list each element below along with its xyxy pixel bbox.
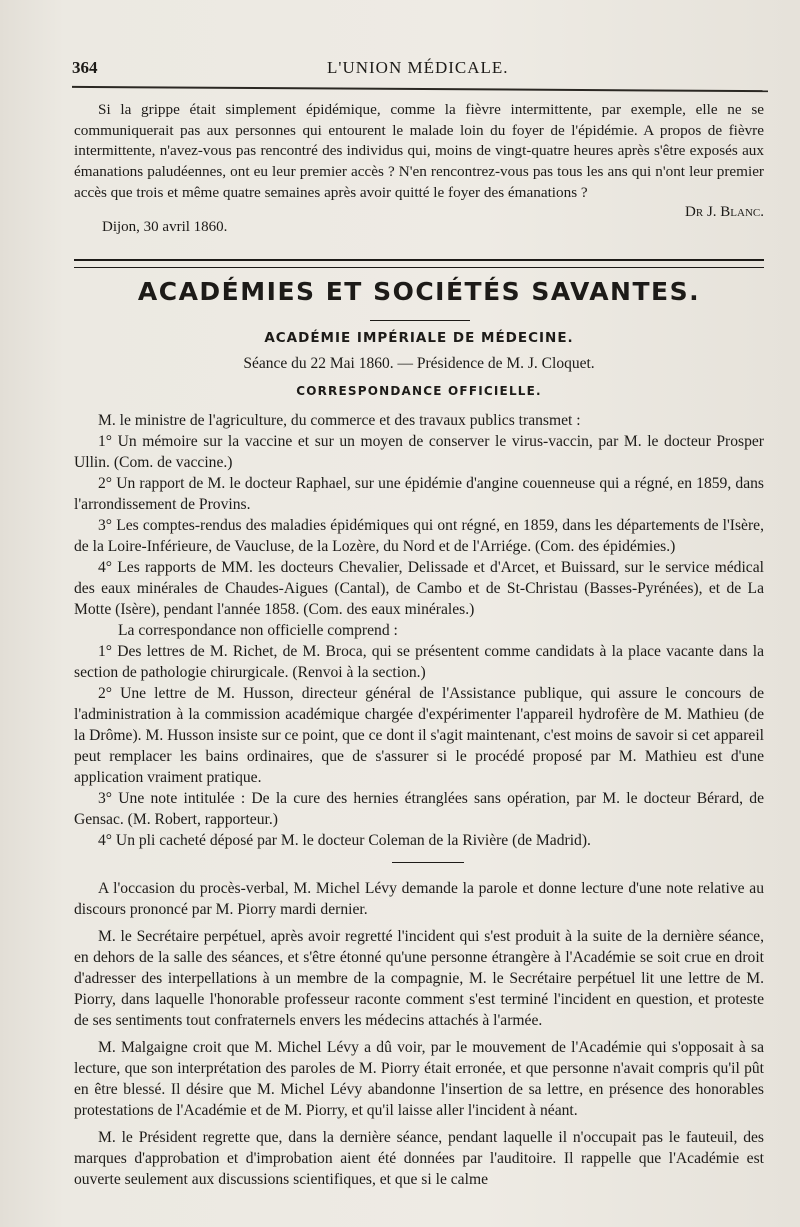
minutes-paragraph: M. le Président regrette que, dans la dernière séance, pendant laquelle il n'occupait pas le fauteuil, des marques d'approbation et d'improbation aient été données par l'auditoire. Il rappelle que l'Académie est ouverte seulement aux discussions scientifiques, et que si le calme	[74, 1129, 764, 1188]
official-intro: M. le ministre de l'agriculture, du commerce et des travaux publics transmet :	[98, 412, 581, 429]
academy-heading: ACADÉMIE IMPÉRIALE DE MÉDECINE.	[264, 330, 574, 346]
unofficial-intro: La correspondance non officielle comprend :	[118, 622, 398, 639]
unofficial-item: 3° Une note intitulée : De la cure des hernies étranglées sans opération, par M. le docteur Bérard, de Gensac. (M. Robert, rapporteur.)	[74, 790, 764, 828]
unofficial-item: 2° Une lettre de M. Husson, directeur général de l'Assistance publique, qui assure le concours de l'administration à la commission académique chargée d'expérimenter l'appareil hydrofère de M. Mathieu (de la Drôme). M. Husson insiste sur ce point, que ce dont il s'agit maintenant, c'est moins de savoir si cet appareil peut remplacer les bains ordinaires, que de s'assurer si le procédé proposé par M. Mathieu est d'une application vraiment pratique.	[74, 685, 764, 786]
minutes-paragraph: A l'occasion du procès-verbal, M. Michel Lévy demande la parole et donne lecture d'une note relative au discours prononcé par M. Piorry mardi dernier.	[74, 880, 764, 918]
official-item: 4° Les rapports de MM. les docteurs Chevalier, Delissade et d'Arcet, et Buissard, sur le service médical des eaux minérales de Chaudes-Aigues (Cantal), de Cambo et de St-Christau (Basses-Pyrénées), et de La Motte (Isère), pendant l'année 1858. (Com. des eaux minérales.)	[74, 559, 764, 618]
correspondence-heading: CORRESPONDANCE OFFICIELLE.	[296, 384, 542, 398]
page-number: 364	[72, 58, 98, 77]
section-title: ACADÉMIES ET SOCIÉTÉS SAVANTES.	[137, 277, 701, 306]
minutes-block	[74, 878, 764, 1190]
section-double-rule	[74, 259, 764, 268]
letter-date: Dijon, 30 avril 1860.	[102, 218, 228, 235]
minutes-paragraph: M. Malgaigne croit que M. Michel Lévy a dû voir, par le mouvement de l'Académie qui s'opposait à sa lecture, que son interprétation des paroles de M. Piorry était erronée, et que personne n'avait compris qu'il pût en être blessé. Il désire que M. Michel Lévy abandonne l'insertion de sa lettre, en présence des honorables protestations de l'Académie et de M. Piorry, et qu'il laisse aller l'incident à néant.	[74, 1039, 764, 1119]
correspondence-block	[74, 410, 764, 851]
letter-paragraph: Si la grippe était simplement épidémique, comme la fièvre intermittente, par exemple, elle ne se communiquerait pas aux personnes qui entourent le malade loin du foyer de l'épidémie. A propos de fièvre intermittente, n'avez-vous pas rencontré des individus qui, moins de vingt-quatre heures après s'être exposés aux émanations paludéennes, ont eu leur premier accès ? N'en rencontrez-vous pas tous les ans qui n'ont leur premier accès que trois et même quatre semaines après avoir quitté le foyer des émanations ?	[74, 101, 764, 201]
letter-block	[74, 100, 764, 236]
letter-signature: Dr J. Blanc.	[685, 203, 764, 220]
unofficial-item: 4° Un pli cacheté déposé par M. le docteur Coleman de la Rivière (de Madrid).	[98, 832, 591, 849]
page-header	[72, 52, 760, 82]
header-rule	[72, 86, 768, 92]
official-item: 2° Un rapport de M. le docteur Raphael, sur une épidémie d'angine couenneuse qui a régné, en 1859, dans l'arrondissement de Provins.	[74, 475, 764, 513]
official-item: 3° Les comptes-rendus des maladies épidémiques qui ont régné, en 1859, dans les départements de l'Isère, de la Loire-Inférieure, de Vaucluse, de la Lozère, du Nord et de l'Arriége. (Com. des épidémies.)	[74, 517, 764, 555]
running-title: L'UNION MÉDICALE.	[327, 58, 509, 77]
separator-rule	[392, 862, 464, 863]
unofficial-item: 1° Des lettres de M. Richet, de M. Broca, qui se présentent comme candidats à la place vacante dans la section de pathologie chirurgicale. (Renvoi à la section.)	[74, 643, 764, 681]
seance-line: Séance du 22 Mai 1860. — Présidence de M. J. Cloquet.	[243, 355, 595, 372]
official-item: 1° Un mémoire sur la vaccine et sur un moyen de conserver le virus-vaccin, par M. le docteur Prosper Ullin. (Com. de vaccine.)	[74, 433, 764, 471]
section-sub-rule	[370, 320, 470, 321]
minutes-paragraph: M. le Secrétaire perpétuel, après avoir regretté l'incident qui s'est produit à la suite de la dernière séance, en dehors de la salle des séances, et s'être étonné qu'une personne étrangère à l'Académie se soit crue en droit d'adresser des interpellations à un membre de la compagnie, M. le Secrétaire perpétuel lit une lettre de M. Piorry, dans laquelle l'honorable professeur raconte comment s'est terminé l'incident en question, et proteste de ses sentiments tout confraternels envers les médecins attachés à l'armée.	[74, 928, 764, 1029]
